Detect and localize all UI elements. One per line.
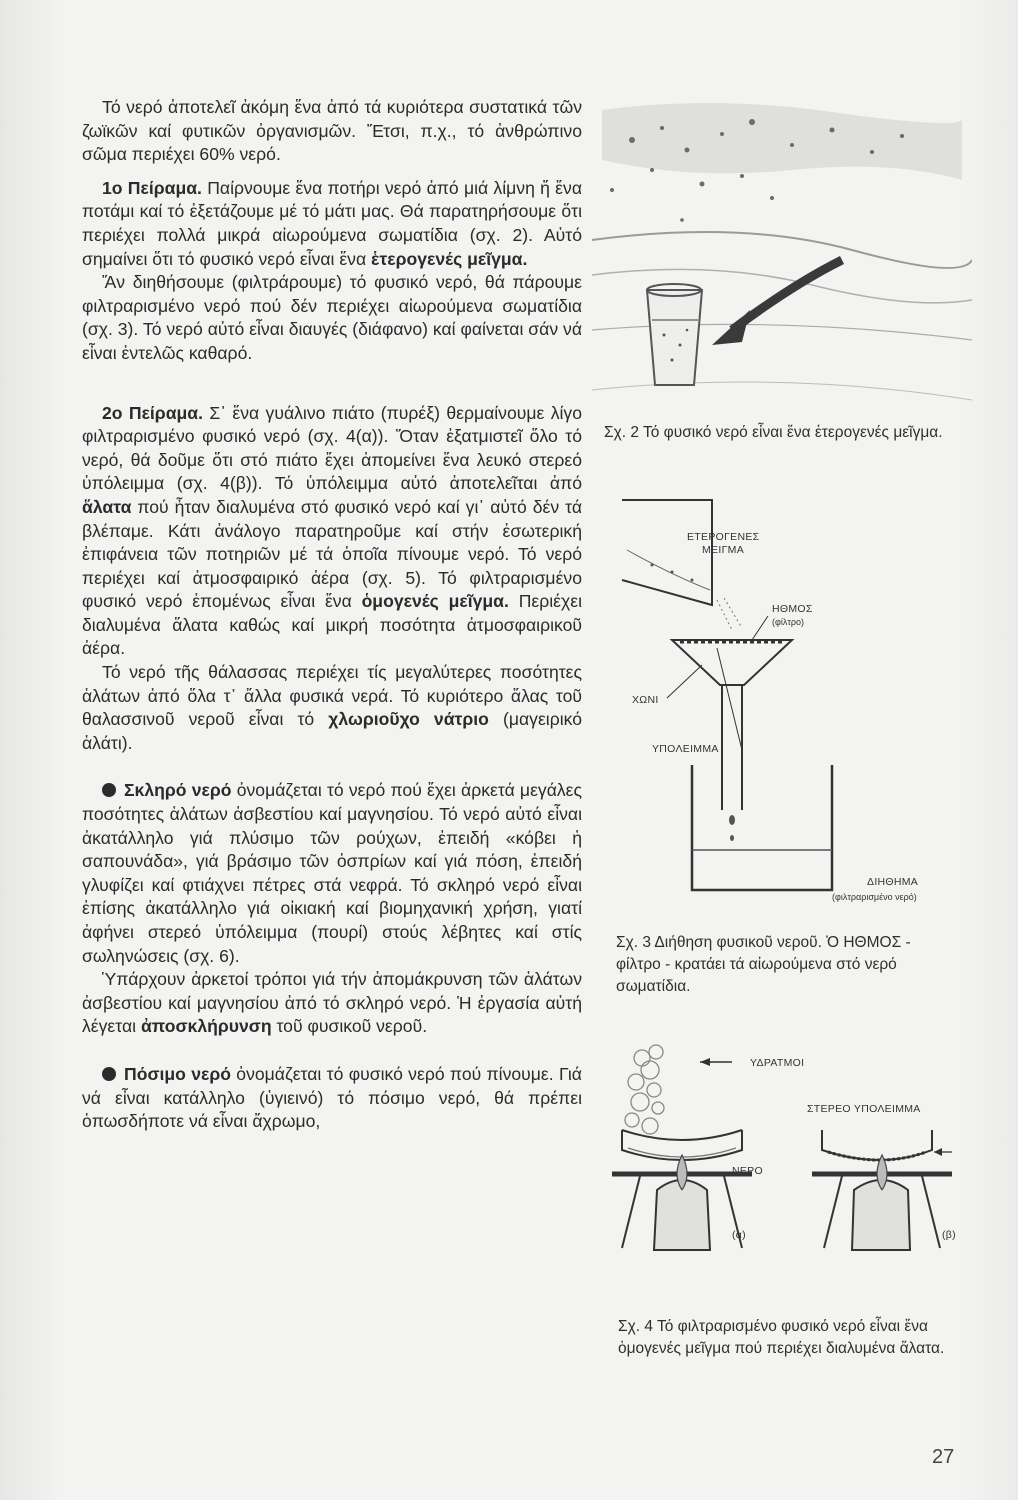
hard-water-term: Σκληρό νερό <box>124 780 232 801</box>
filtration-paragraph: Ἄν διηθήσουμε (φιλτράρουμε) τό φυσικό νερό, θά πάρουμε φιλτραρισμένο νερό πού δέν περιέχει αἰωρούμενα σωματίδια (σχ. 3). Τό νερό αὐτό εἶναι διαυγές (διάφανο) καί φαίνεται σάν νά εἶναι ἐντελῶς καθαρό. <box>82 272 582 363</box>
drinking-water-text: ὀνομάζεται τό φυσικό νερό πού πίνουμε. Γιά νά εἶναι κατάλληλο (ὑγιεινό) τό πόσιμο νερό, θά πρέπει ὁπωσδήποτε νά εἶναι ἄχρωμο, <box>82 1063 582 1132</box>
sodium-chloride-term: χλωριοῦχο νάτριο <box>328 709 489 730</box>
solid-residue-label: ΣΤΕΡΕΟ ΥΠΟΛΕΙΜΜΑ <box>807 1103 921 1115</box>
funnel-label: ΧΩΝΙ <box>632 694 659 706</box>
drinking-water-paragraph <box>82 1063 582 1134</box>
label-a: (α) <box>732 1229 746 1241</box>
experiment-2-text-a: Σ᾿ ἕνα γυάλινο πιάτο (πυρέξ) θερμαίνουμε λίγο φιλτραρισμένο φυσικό νερό (σχ. 4(α)). Ὅταν ἐξατμιστεῖ ὅλο τό νερό, θά δοῦμε ὅτι στό πιάτο ἔχει ἀπομείνει ἕνα λευκό στερεό ὑπόλειμμα (σχ. 4(β)). Τό ὑπόλειμμα αὐτό ἀποτελεῖται ἀπό <box>82 402 582 494</box>
sea-water-text-b: (μαγειρικό ἁλάτι). <box>82 709 582 753</box>
experiment-1-text: Παίρνουμε ἕνα ποτήρι νερό ἀπό μιά λίμνη ἤ ἕνα ποτάμι καί τό ἐξετάζουμε μέ τό μάτι μας. Θά παρατηρήσουμε ὅτι περιέχει πολλά μικρά αἰωρούμενα σωματίδια (σχ. 2). Αὐτό σημαίνει ὅτι τό φυσικό νερό εἶναι ἕνα <box>82 177 582 269</box>
heterogeneous-label-2: ΜΕΙΓΜΑ <box>702 544 745 556</box>
experiment-2-text-b: πού ἦταν διαλυμένα στό φυσικό νερό καί γι᾿ αὐτό δέν τά βλέπαμε. Κάτι ἀνάλογο παρατηροῦμε καί στήν ἐσωτερική ἐπιφάνεια τῶν ποτηριῶν μέ τά ὁποῖα πίνουμε νερό. Τό νερό περιέχει καί ἀτμοσφαιρικό ἀέρα (σχ. 5). Τό φιλτραρισμένο φυσικό νερό ἑπομένως εἶναι ἕνα <box>82 496 582 612</box>
heterogeneous-label-1: ΕΤΕΡΟΓΕΝΕΣ <box>687 531 760 543</box>
vapors-label: ΥΔΡΑΤΜΟΙ <box>750 1057 805 1069</box>
bullet-icon <box>102 1067 116 1081</box>
softening-paragraph <box>82 968 582 1039</box>
experiment-2-label: 2ο Πείραμα. <box>102 402 203 423</box>
filtrate-label: ΔΙΗΘΗΜΑ <box>867 876 919 888</box>
softening-text-a: Ὑπάρχουν ἀρκετοί τρόποι γιά τήν ἀπομάκρυνση τῶν ἁλάτων ἀσβεστίου καί μαγνησίου ἀπό τό σκληρό νερό. Ἡ ἐργασία αὐτή λέγεται <box>82 969 582 1037</box>
drinking-water-term: Πόσιμο νερό <box>124 1063 231 1084</box>
water-label: ΝΕΡΟ <box>732 1165 763 1177</box>
filter-label: ΗΘΜΟΣ <box>772 603 813 615</box>
hard-water-text: ὀνομάζεται τό νερό πού ἔχει ἀρκετά μεγάλες ποσότητες ἁλάτων ἀσβεστίου καί μαγνησίου. Τό νερό αὐτό εἶναι ἀκατάλληλο γιά πλύσιμο τῶν ρούχων, ἐπειδή «κόβει ἡ σαπουνάδα», γιά βράσιμο τῶν ὀσπρίων καί γιά πόση, ἐπειδή γλυφίζει καί φτιάχνει πέτρες στά νεφρά. Τό σκληρό νερό εἶναι ἐπίσης ἀκατάλληλο γιά οἰκιακή καί βιομηχανική χρήση, γιατί ἀφήνει στερεό ὑπόλειμμα (πουρί) στούς λέβητες καί στίς σωληνώσεις (σχ. 6). <box>82 780 583 966</box>
experiment-1-paragraph <box>82 177 582 271</box>
figure-4-caption: Σχ. 4 Τό φιλτραρισμένο φυσικό νερό εἶναι ἕνα ὁμογενές μεῖγμα πού περιέχει διαλυμένα ἅλατα. <box>618 1318 945 1357</box>
evaporation-illustration <box>592 1040 992 1280</box>
experiment-2-paragraph <box>82 402 582 662</box>
residue-label: ΥΠΟΛΕΙΜΜΑ <box>652 743 719 755</box>
figure-2-caption: Σχ. 2 Τό φυσικό νερό εἶναι ἕνα ἑτερογενές μεῖγμα. <box>604 424 943 441</box>
main-text-column <box>82 96 582 1134</box>
heterogeneous-mixture-term: ἑτερογενές μεῖγμα. <box>371 248 528 269</box>
sea-water-paragraph <box>82 661 582 755</box>
sea-water-text-a: Τό νερό τῆς θάλασσας περιέχει τίς μεγαλύτερες ποσότητες ἁλάτων ἀπό ὅλα τ᾿ ἄλλα φυσικά νερά. Τό κυριότερο ἅλας τοῦ θαλασσινοῦ νεροῦ εἶναι τό <box>82 662 582 730</box>
experiment-1-label: 1ο Πείραμα. <box>102 177 202 198</box>
figure-3 <box>592 490 992 910</box>
figure-3-caption: Σχ. 3 Διήθηση φυσικοῦ νεροῦ. Ὁ ΗΘΜΟΣ - φίλτρο - κρατάει τά αἰωρούμενα στό νερό σωματίδια. <box>616 934 911 995</box>
intro-paragraph: Τό νερό ἀποτελεῖ ἀκόμη ἕνα ἀπό τά κυριότερα συστατικά τῶν ζωϊκῶν καί φυτικῶν ὀργανισμῶν. Ἔτσι, π.χ., τό ἀνθρώπινο σῶμα περιέχει 60% νερό. <box>82 97 582 165</box>
filtrate-note: (φιλτραρισμένο νερό) <box>832 892 917 902</box>
hard-water-paragraph <box>82 779 582 968</box>
figure-2 <box>592 100 972 441</box>
lake-glass-illustration <box>592 100 972 418</box>
bullet-icon <box>102 783 116 797</box>
filtration-illustration <box>592 490 992 910</box>
salts-term: ἅλατα <box>82 496 132 517</box>
softening-term: ἀποσκλήρυνση <box>140 1016 272 1037</box>
softening-text-b: τοῦ φυσικοῦ νεροῦ. <box>271 1016 428 1037</box>
label-b: (β) <box>942 1229 956 1241</box>
filter-note: (φίλτρο) <box>772 617 805 627</box>
homogeneous-mixture-term: ὁμογενές μεῖγμα. <box>361 591 509 612</box>
experiment-2-text-c: Περιέχει διαλυμένα ἅλατα καθώς καί μικρή ποσότητα ἀτμοσφαιρικοῦ ἀέρα. <box>82 591 582 659</box>
page-number: 27 <box>932 1446 955 1468</box>
figure-4 <box>592 1040 992 1280</box>
